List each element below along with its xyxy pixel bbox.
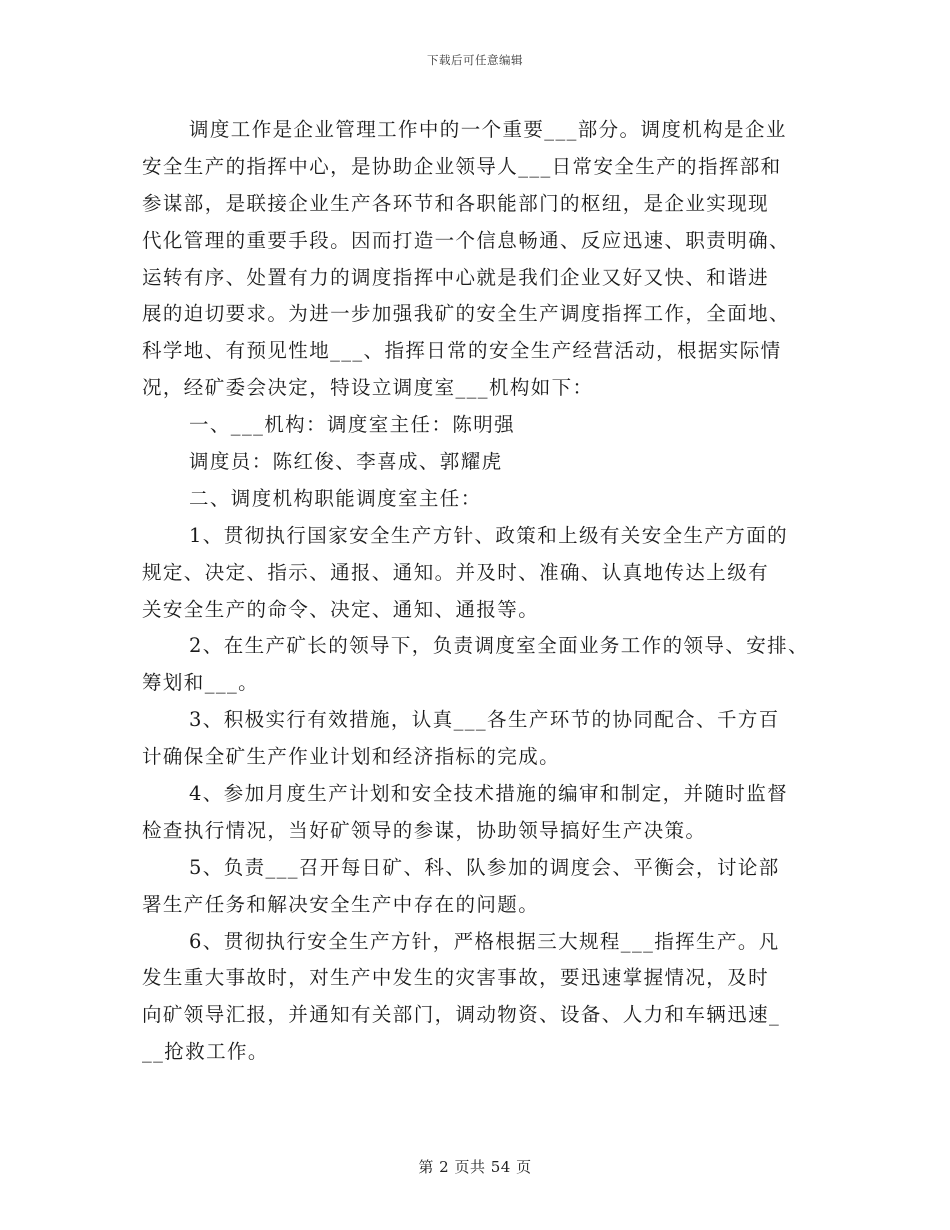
text-line: 筹划和___。 (142, 671, 260, 695)
text-line: 6、贯彻执行安全生产方针，严格根据三大规程___指挥生产。凡 (189, 929, 780, 953)
text-line: 5、负责___召开每日矿、科、队参加的调度会、平衡会，讨论部 (189, 855, 780, 879)
text-line: 科学地、有预见性地___、指挥日常的安全生产经营活动，根据实际情 (142, 339, 782, 363)
text-line: 关安全生产的命令、决定、通知、通报等。 (142, 597, 540, 621)
text-line: 运转有序、处置有力的调度指挥中心就是我们企业又好又快、和谐进 (142, 265, 770, 289)
document-body (142, 112, 820, 1071)
text-line: 3、积极实行有效措施，认真___各生产环节的协同配合、千方百 (189, 708, 780, 732)
text-line: 1、贯彻执行国家安全生产方针、政策和上级有关安全生产方面的 (189, 523, 789, 547)
text-line: 安全生产的指挥中心，是协助企业领导人___日常安全生产的指挥部和 (142, 154, 782, 178)
text-line: 检查执行情况，当好矿领导的参谋，协助领导搞好生产决策。 (142, 818, 707, 842)
text-line: 展的迫切要求。为进一步加强我矿的安全生产调度指挥工作，全面地、 (142, 302, 790, 326)
page-footer: 第 2 页共 54 页 (418, 1158, 532, 1176)
text-line: 4、参加月度生产计划和安全技术措施的编审和制定，并随时监督 (189, 782, 789, 806)
text-line: 署生产任务和解决安全生产中存在的问题。 (142, 892, 540, 916)
page-header: 下载后可任意编辑 (427, 53, 523, 67)
text-line: 调度工作是企业管理工作中的一个重要___部分。调度机构是企业 (189, 118, 787, 141)
text-line: 2、在生产矿长的领导下，负责调度室全面业务工作的领导、安排、 (189, 634, 809, 658)
text-line: 计确保全矿生产作业计划和经济指标的完成。 (142, 745, 561, 769)
text-line: 规定、决定、指示、通报、通知。并及时、准确、认真地传达上级有 (142, 560, 770, 584)
text-line: 参谋部，是联接企业生产各环节和各职能部门的枢纽，是企业实现现 (142, 191, 770, 215)
text-line: 调度员：陈红俊、李喜成、郭耀虎 (189, 450, 503, 474)
text-line: 发生重大事故时，对生产中发生的灾害事故，要迅速掌握情况，及时 (142, 966, 770, 990)
text-line: 况，经矿委会决定，特设立调度室___机构如下： (142, 376, 594, 400)
text-line: __抢救工作。 (142, 1040, 269, 1064)
text-line: 向矿领导汇报，并通知有关部门，调动物资、设备、人力和车辆迅速_ (142, 1003, 781, 1027)
text-line: 一、___机构：调度室主任：陈明强 (189, 413, 516, 437)
text-line: 二、调度机构职能调度室主任： (189, 486, 482, 510)
text-line: 代化管理的重要手段。因而打造一个信息畅通、反应迅速、职责明确、 (142, 228, 790, 252)
